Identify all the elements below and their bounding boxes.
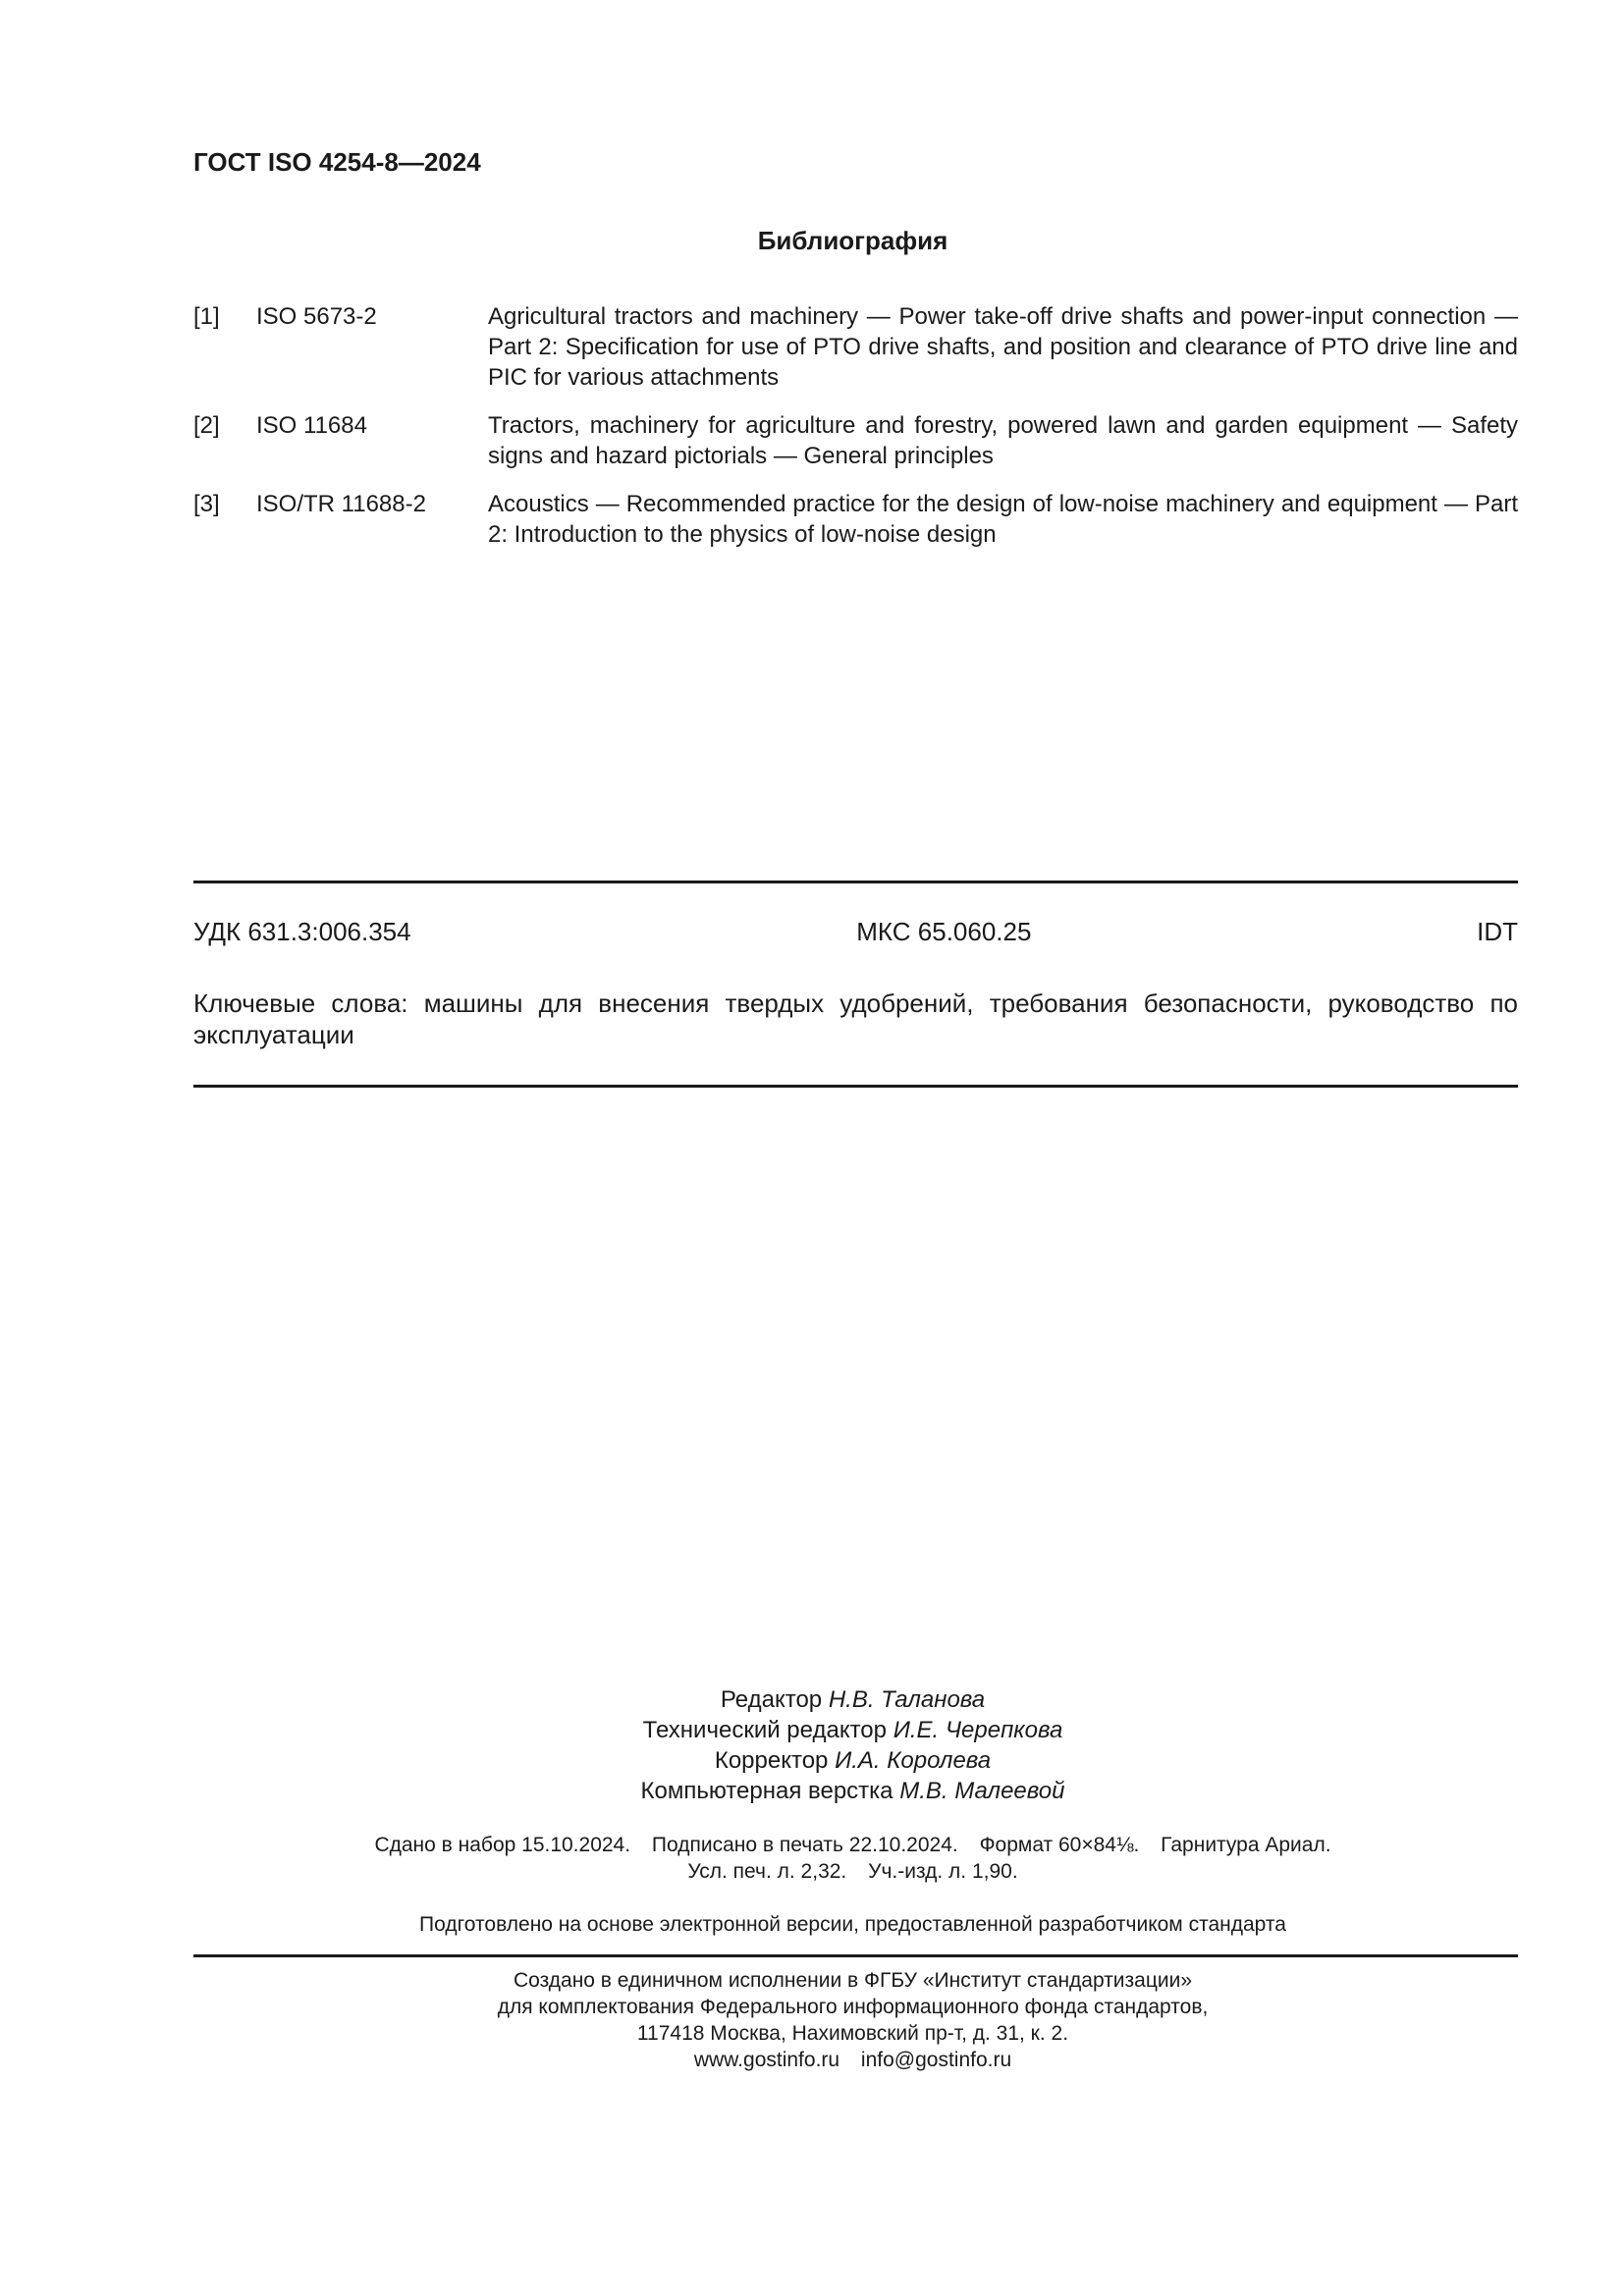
reference-title: Acoustics — Recommended practice for the design of low-noise machinery and equipment — Part 2: Introduction to the physics of low-noise design [488,491,1518,548]
publisher-footer [0,1967,1624,2073]
credit-role: Технический редактор [642,1717,888,1743]
bibliography-list [193,301,1518,567]
bibliography-title: Библиография [757,226,948,255]
udk-code: УДК 631.3:006.354 [193,917,411,946]
divider-bottom [193,1954,1518,1957]
website-link[interactable]: www.gostinfo.ru [693,2049,840,2071]
signed-date: Подписано в печать 22.10.2024. [651,1834,958,1856]
idt-label: IDT [1477,917,1518,946]
prepared-note: Подготовлено на основе электронной версии, предоставленной разработчиком стандарта [419,1913,1286,1936]
credit-proofreader [0,1745,1624,1776]
divider-top [193,881,1518,883]
footer-line-1: Создано в единичном исполнении в ФГБУ «Институт стандартизации» [513,1969,1193,1992]
credits-block [0,1684,1624,1806]
print-sheets: Усл. печ. л. 2,32. [687,1860,847,1883]
publication-line-2 [0,1858,1624,1885]
reference-code: ISO 11684 [256,412,367,439]
reference-number: [2] [193,412,220,439]
credit-role: Корректор [714,1747,829,1774]
bibliography-entry [193,301,1518,393]
typeface: Гарнитура Ариал. [1161,1834,1331,1856]
classification-row [193,917,1518,947]
bibliography-entry [193,489,1518,550]
credit-editor [0,1684,1624,1715]
paper-format: Формат 60×84⅛. [979,1834,1140,1856]
divider-middle [193,1085,1518,1088]
reference-number: [3] [193,491,220,517]
footer-line-2: для комплектования Федерального информационного фонда стандартов, [497,1996,1209,2018]
document-code: ГОСТ ISO 4254-8—2024 [193,147,481,177]
mks-code: МКС 65.060.25 [856,917,1032,946]
footer-links [0,2047,1624,2073]
credit-name: И.А. Королева [835,1747,992,1774]
credit-name: М.В. Малеевой [899,1778,1065,1804]
submitted-date: Сдано в набор 15.10.2024. [374,1834,631,1856]
credit-role: Компьютерная верстка [640,1778,893,1804]
credit-tech-editor [0,1715,1624,1745]
publication-line-1 [0,1832,1624,1858]
publication-info [0,1832,1624,1885]
keywords: Ключевые слова: машины для внесения твердых удобрений, требования безопасности, руководство по эксплуатации [193,988,1518,1049]
reference-code: ISO/TR 11688-2 [256,491,426,517]
publishing-sheets: Уч.-изд. л. 1,90. [868,1860,1018,1883]
reference-code: ISO 5673-2 [256,303,377,330]
credit-name: И.Е. Черепкова [893,1717,1063,1743]
footer-line-3: 117418 Москва, Нахимовский пр-т, д. 31, к. 2. [636,2022,1069,2045]
bibliography-entry [193,410,1518,471]
credit-role: Редактор [720,1686,823,1713]
credit-layout [0,1776,1624,1806]
reference-title: Agricultural tractors and machinery — Power take-off drive shafts and power-input connection — Part 2: Specification for use of PTO drive shafts, and position and clearance of PTO drive line and PIC for various attachments [488,303,1518,391]
email-link[interactable]: info@gostinfo.ru [860,2049,1012,2071]
reference-number: [1] [193,303,220,330]
credit-name: Н.В. Таланова [828,1686,986,1713]
reference-title: Tractors, machinery for agriculture and forestry, powered lawn and garden equipment — Safety signs and hazard pictorials — General principles [488,412,1518,469]
